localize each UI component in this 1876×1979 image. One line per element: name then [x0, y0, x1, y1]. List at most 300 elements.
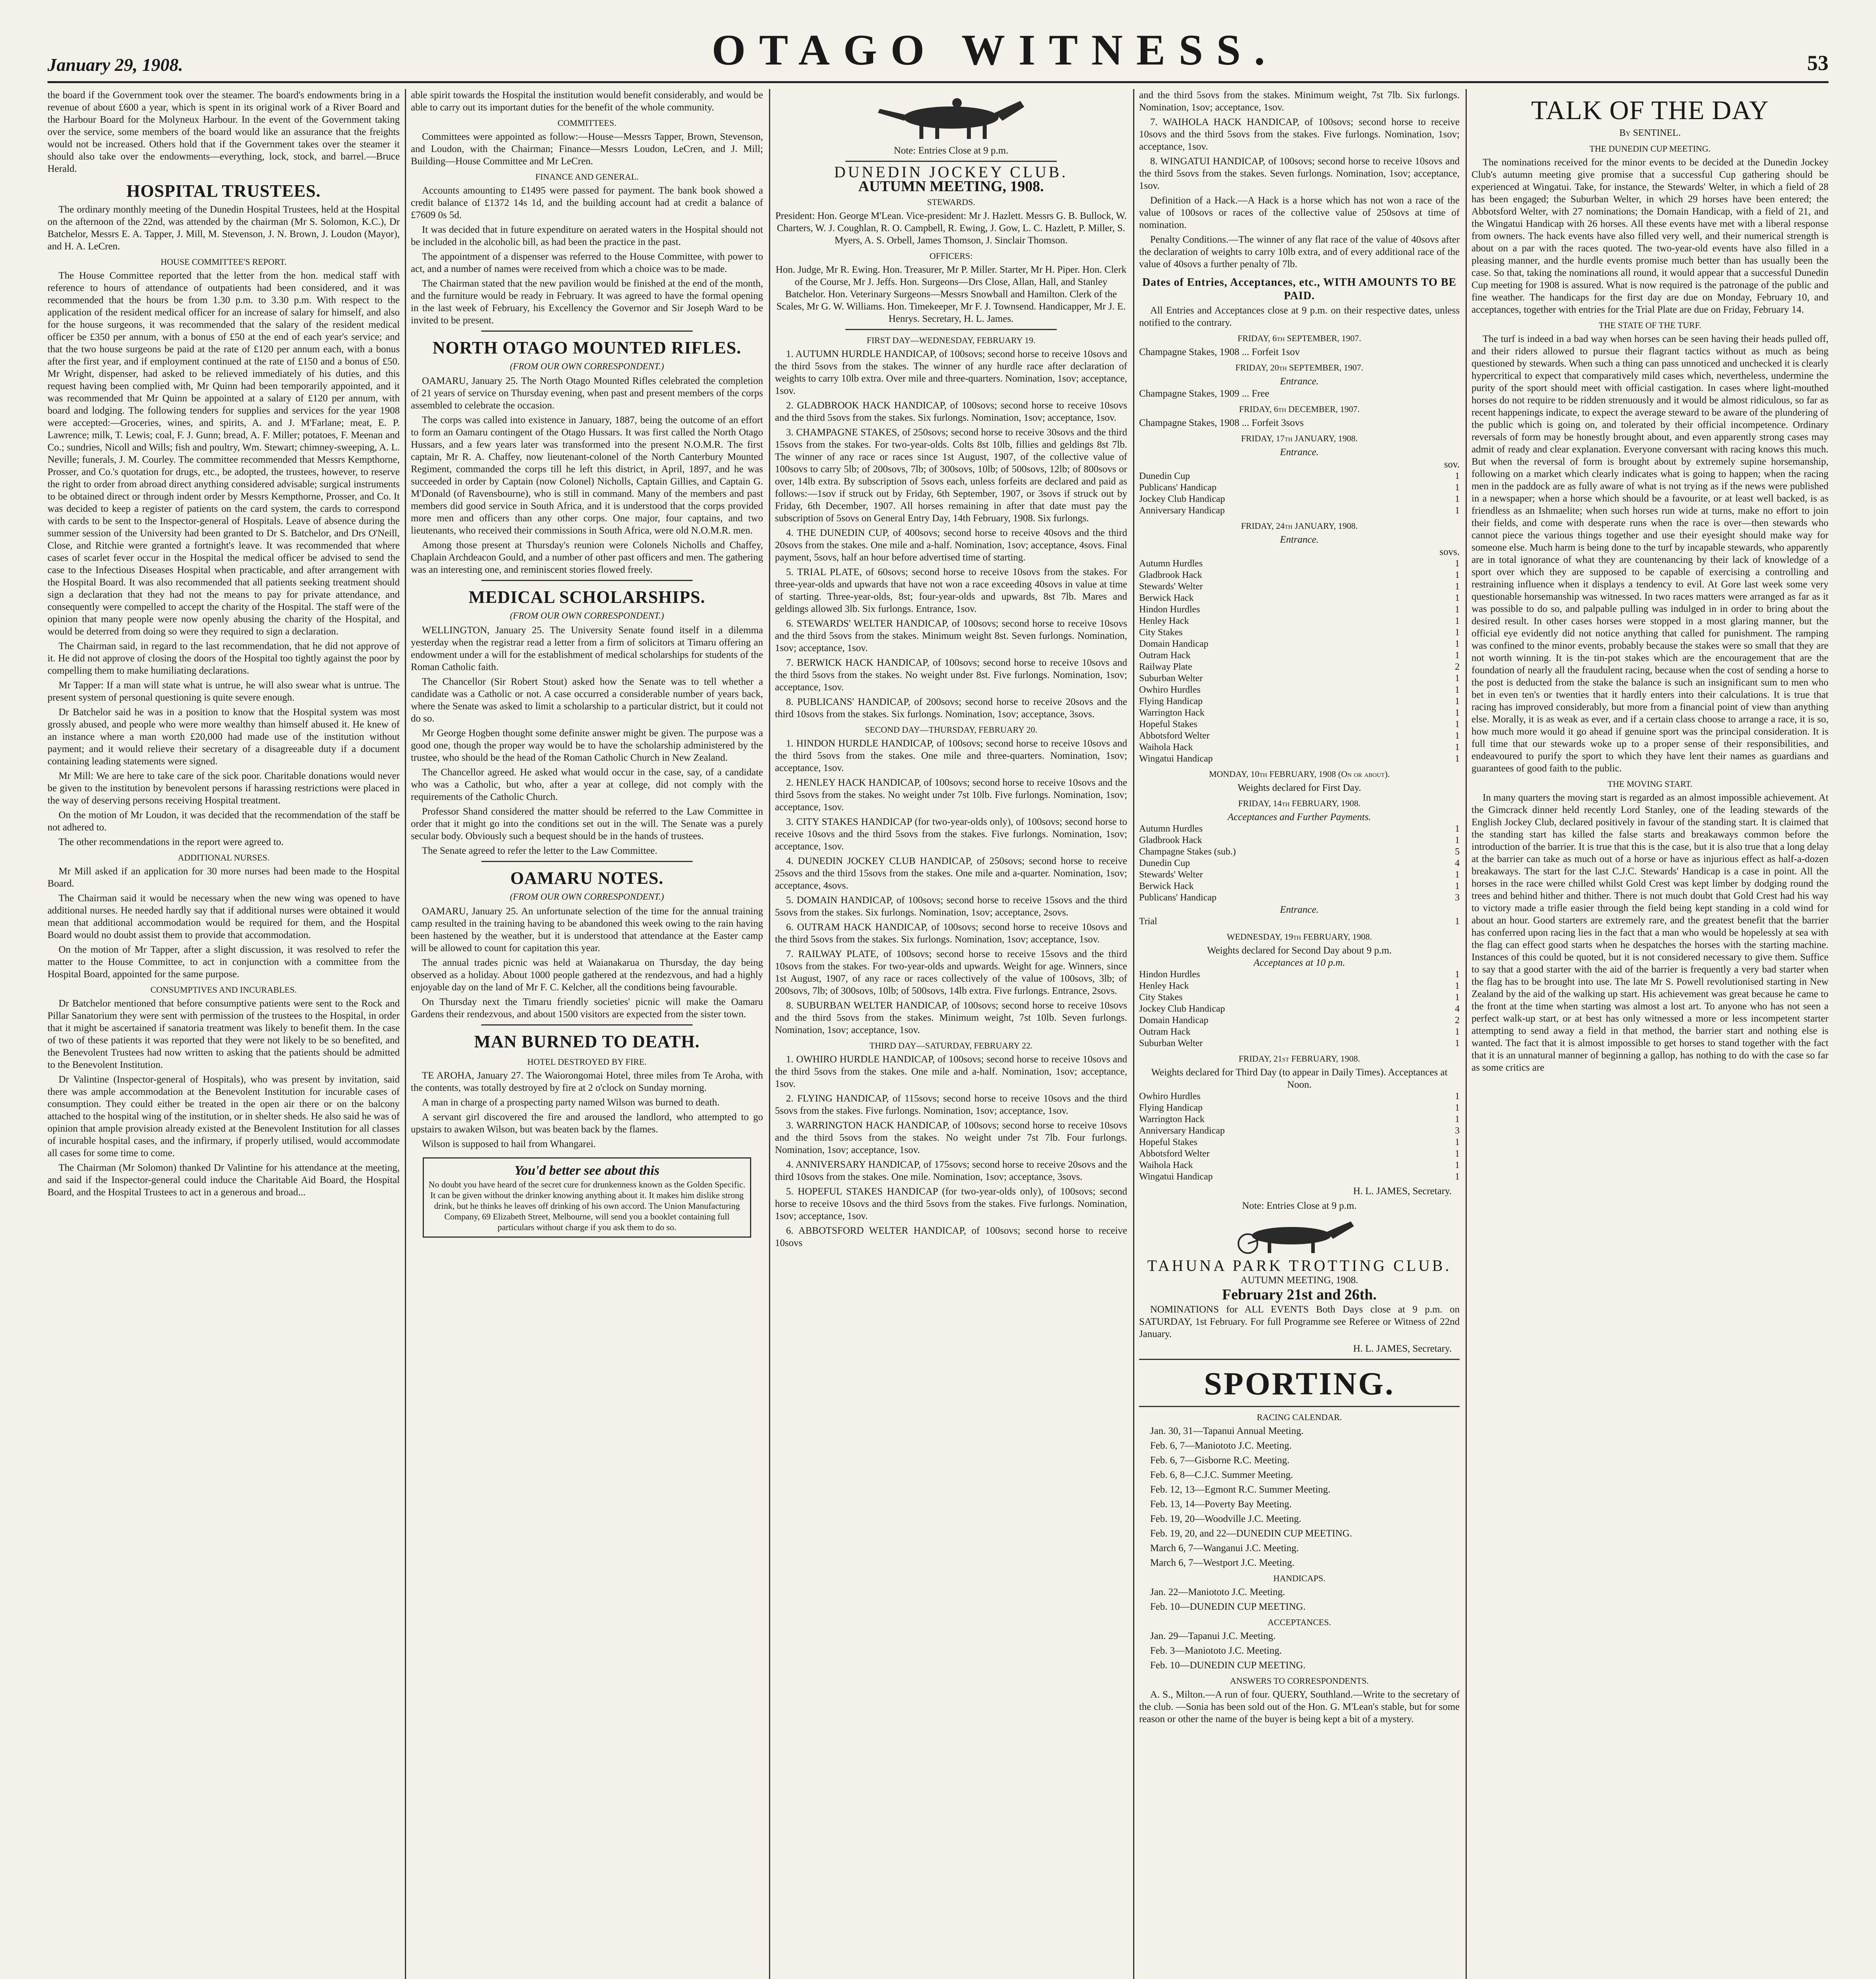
race-name: Wingatui Handicap	[1139, 1172, 1213, 1182]
race-item: 7. WAIHOLA HACK HANDICAP, of 100sovs; second horse to receive 10sovs and the third 5sovs from the stakes. Five furlongs. Nomination, 1sov; acceptance, 1sov.	[1139, 117, 1460, 152]
entry-row	[1139, 615, 1460, 627]
column-divider	[1466, 89, 1467, 1979]
fee: 1	[1455, 1091, 1460, 1102]
calendar-entry: Feb. 6, 7—Maniototo J.C. Meeting.	[1150, 1440, 1292, 1451]
race-name: Hopeful Stakes	[1139, 1137, 1198, 1147]
article-text: The other recommendations in the report were agreed to.	[59, 837, 284, 847]
entry-row	[1139, 581, 1460, 593]
date-heading: FRIDAY, 20th SEPTEMBER, 1907.	[1235, 363, 1363, 372]
fee-unit: sov.	[1444, 459, 1460, 470]
subheading: THE DUNEDIN CUP MEETING.	[1589, 144, 1711, 154]
article-text: WELLINGTON, January 25. The University Senate found itself in a dilemma yesterday when the registrar read a letter from a firm of solicitors at Timaru offering an endowment under a will for the establishment of medical scholarships for students of the Roman Catholic faith.	[411, 625, 763, 672]
entry-row	[1139, 1148, 1460, 1160]
page-number: 53	[1807, 51, 1829, 75]
article-text: The Chairman stated that the new pavilion would be finished at the end of the month, and the furniture would be ready in February. It was agreed to have the formal opening in the last week of February, his Excellency the Governor and Sir Joseph Ward to be invited to be present.	[411, 278, 763, 326]
entry-row	[1139, 869, 1460, 881]
race-day-heading: THIRD DAY—SATURDAY, FEBRUARY 22.	[869, 1041, 1033, 1050]
entry-row	[1139, 835, 1460, 846]
race-item: 4. ANNIVERSARY HANDICAP, of 175sovs; second horse to receive 20sovs and the third 10sovs from the stakes. One mile. Nomination, 1sov; acceptance, 3sovs.	[775, 1159, 1127, 1182]
fee: 1	[1455, 1038, 1460, 1048]
article-text: The corps was called into existence in January, 1887, being the outcome of an effort to form an Oamaru contingent of the Otago Hussars. It was first called the North Otago Hussars, and a few years later was transformed into the present N.O.M.R. The first captain, Mr R. A. Chaffey, now lieutenant-colonel of the North Canterbury Mounted Regiment, commanded the corps till he left this district, in April, 1897, and he was succeeded in order by Captain (now Colonel) Nicholls, Captain Gillies, and Captain G. M'Donald (of Ravensbourne), who is still in command. Many of the members and past members did good service in South Africa, and it is understood that the corps provided more men and officers than any other corps. One major, four captains, and two lieutenants, who received their commissions in South Africa, were old N.O.M.R. men.	[411, 415, 763, 536]
article-text: The House Committee reported that the letter from the hon. medical staff with reference to hours of attendance of outpatients had been considered, and it was recommended that the hours be from 1.30 p.m. to 3.30 p.m. With respect to the application of the resident medical officer for an increase of salary for himself, and also for the house surgeons, it was recommended that the salary of the resident medical officer be £350 per annum, with a bonus of £50 at the end of each year's service; and that the two house surgeons be paid at the rate of £120 per annum each, with a bonus after the first year, and if employment continued at the rate of £150 and a bonus of £50. Mr Wright, dispenser, had asked to be relieved immediately of his duties, and this request having been complied with, Mr Quinn had been temporarily appointed, and it was recommended that Mr Quinn be appointed at a salary of £120 per annum, with board and lodging. The following tenders for supplies and services for the year 1908 were accepted:—Groceries, wines, and spirits, A. and J. M'Farlane; meat, E. P. Lawrence; milk, T. Lewis; coal, F. J. Gunn; bread, A. F. Miller; potatoes, F. Meenan and Co.; sundries, Nicoll and Wills; fish and poultry, Wm. Stewart; chimney-sweeping, A. L. Neville; funerals, J. M. Courley. The committee recommended that Messrs Kempthorne, Prosser, and Co.'s quotation for drugs, etc., be adopted, the trustees, however, to reserve the right to order from abroad direct anything considered advisable; surgical instruments to be obtained direct or through indent order by Messrs Kempthorne, Prosser, and Co. It was decided to keep a register of patients on the card system, the cards to correspond with cards to be sent to the Inspector-general of Hospitals. Leave of absence during the summer session of the University had been granted to Dr S. Batchelor, and Drs O'Neill, Close, and Ritchie were granted a fortnight's leave. It was recommended that where cases of scarlet fever occur in the Hospital the medical officer be advised to send the case to the Infectious Diseases Hospital when practicable, and after arrangement with the Hospital Board. It was also recommended that all patients seeking treatment should sign a declaration that they had not the means to pay for private attendance, and consequently were compelled to accept the charity of the Hospital. The staff were of the opinion that many people were now openly abusing the charity of the Hospital, and would be deterred from doing so were they required to sign a declaration.	[47, 270, 400, 637]
race-name: Autumn Hurdles	[1139, 824, 1203, 834]
section-rule	[845, 329, 1057, 330]
article-text: The nominations received for the minor events to be decided at the Dunedin Jockey Club's autumn meeting give promise that a successful Cup gathering should be experienced at Wingatui. Take, for instance, the Stewards' Welter, in which a field of 28 has been engaged; the Suburban Welter, in which 29 horses have been entered; the Abbotsford Welter, with 27 nominations; the Domain Handicap, with a field of 21, and the Wingatui Handicap with 26 horses. All these events have met with a liberal response from owners. The hack events have also filled very well, and their numerical strength is about on a par with the races quoted. The two-year-old events have also filled in a pleasing manner, and the hurdle events promise much better than has usually been the case. So that, taking the nominations all round, it would appear that a successful Dunedin Cup meeting for 1908 is assured. What is now required is the patronage of the public and fine weather. The handicaps for the first day are due on Monday, February 10, and acceptances, together with entries for the Trial Plate are due on Friday, February 14.	[1472, 157, 1829, 315]
entrance-label: Entrance.	[1280, 376, 1319, 387]
article-heading: MEDICAL SCHOLARSHIPS.	[468, 587, 705, 607]
race-name: Suburban Welter	[1139, 1038, 1203, 1048]
race-name: Abbotsford Welter	[1139, 731, 1210, 741]
fee: 1	[1455, 482, 1460, 493]
fee: 2	[1455, 662, 1460, 672]
acceptances-label: Acceptances at 10 p.m.	[1253, 957, 1345, 968]
article-heading: OAMARU NOTES.	[510, 868, 664, 888]
masthead-rule	[47, 81, 1829, 83]
race-list	[775, 348, 1127, 720]
dates-intro: All Entries and Acceptances close at 9 p.m. on their respective dates, unless notified to the contrary.	[1139, 305, 1460, 328]
fee: 1	[1455, 558, 1460, 569]
entry-row	[1139, 1160, 1460, 1171]
column-3	[775, 89, 1127, 1979]
entry-row	[1139, 881, 1460, 892]
fee: 3	[1455, 893, 1460, 903]
entry-row	[1139, 1038, 1460, 1049]
entries-table	[1139, 823, 1460, 904]
race-name: City Stakes	[1139, 627, 1183, 638]
race-name: Autumn Hurdles	[1139, 558, 1203, 569]
race-item: 2. FLYING HANDICAP, of 115sovs; second horse to receive 10sovs and the third 5sovs from the stakes. Five furlongs. Nomination, 1sov; acceptance, 1sov.	[775, 1093, 1127, 1116]
subheading: ACCEPTANCES.	[1267, 1617, 1331, 1627]
race-name: Gladbrook Hack	[1139, 570, 1202, 580]
answers-text: A. S., Milton.—A run of four. QUERY, Southland.—Write to the secretary of the club. —Sonia has been sold out of the Hon. G. M'Lean's stable, but for some reason or other the name of the buyer is being kept a bit of a mystery.	[1139, 1689, 1460, 1725]
acceptances-list	[1139, 1630, 1460, 1671]
fee-unit: sovs.	[1439, 547, 1460, 557]
article-text: Dr Valintine (Inspector-general of Hospitals), who was present by invitation, said there was ample accommodation at the Benevolent Institution for incurable cases of consumption. They could either be treated in the open air there or on the balcony attached to the hospital wing of the institution, or in shelter sheds. He also said he was of opinion that ample provision already existed at the Benevolent Institution for all classes of incurable hospital cases, and the infirmary, if properly utilised, would accommodate all cases for some time to come.	[47, 1074, 400, 1159]
race-item: 7. RAILWAY PLATE, of 100sovs; second horse to receive 15sovs and the third 10sovs from the stakes. For two-year-olds and upwards. Weight for age. Winners, since 1st August, 1907, of any race or races collectively of the value of 100sovs, 3lb; of 200sovs, 7lb; of 300sovs, 10lb; of 500sovs, 14lb extra. Five furlongs. Entrance, 2sovs.	[775, 949, 1127, 996]
race-name: Waihola Hack	[1139, 1160, 1193, 1170]
race-item: 6. OUTRAM HACK HANDICAP, of 100sovs; second horse to receive 10sovs and the third 5sovs from the stakes. Six furlongs. Nomination, 1sov; acceptance, 1sov.	[775, 922, 1127, 945]
calendar-entry: Feb. 19, 20—Woodville J.C. Meeting.	[1150, 1514, 1301, 1524]
race-item: 4. DUNEDIN JOCKEY CLUB HANDICAP, of 250sovs; second horse to receive 25sovs and the third 15sovs from the stakes. One mile and a-quarter. Nomination, 1sov; acceptance, 4sovs.	[775, 856, 1127, 891]
article-text: Dr Batchelor mentioned that before consumptive patients were sent to the Rock and Pillar Sanatorium they were sent with permission of the trustees to the Hospital, in order that it might be ascertained if sanatoria treatment was likely to benefit them. In the case of two of these patients it was reported that they were not likely to be so benefited, and the Benevolent Trustees had now written to asking that the patients should be admitted to the Benevolent Institution.	[47, 998, 400, 1070]
race-list	[775, 737, 1127, 1036]
fee: 5	[1455, 847, 1460, 857]
article-text: Dr Batchelor said he was in a position to know that the Hospital system was most grossly abused, and people who were more wealthy than himself abused it. He knew of an instance where a man worth £20,000 had made use of the institution without payment; and it would relieve their secretary of a disagreeable duty if a document containing leading statements were signed.	[47, 707, 400, 767]
article-text: Committees were appointed as follow:—House—Messrs Tapper, Brown, Stevenson, and Loudon, with the Chairman; Finance—Messrs Loudon, LeCren, and J. Mill; Building—House Committee and Mr LeCren.	[411, 131, 763, 167]
race-name: City Stakes	[1139, 992, 1183, 1003]
article-text: On the motion of Mr Tapper, after a slight discussion, it was resolved to refer the matter to the House Committee, to act in conjunction with a committee from the Hospital Board, appointed for the same purpose.	[47, 944, 400, 980]
article-text: Mr Mill: We are here to take care of the sick poor. Charitable donations would never be given to the institution by benevolent persons if harassing restrictions were placed in the way of deserving persons receiving Hospital treatment.	[47, 771, 400, 806]
fee: 1	[1455, 650, 1460, 661]
meeting-title: AUTUMN MEETING, 1908.	[858, 178, 1044, 195]
date-heading: FRIDAY, 17th JANUARY, 1908.	[1241, 433, 1358, 443]
entry-row	[1139, 684, 1460, 696]
subheading: HOTEL DESTROYED BY FIRE.	[527, 1057, 647, 1067]
column-divider	[405, 89, 406, 1979]
race-name: Suburban Welter	[1139, 673, 1203, 684]
calendar-entry: Jan. 22—Maniototo J.C. Meeting.	[1150, 1587, 1285, 1597]
calendar-entry: Jan. 30, 31—Tapanui Annual Meeting.	[1150, 1426, 1304, 1436]
entry-row	[1139, 707, 1460, 719]
race-name: Owhiro Hurdles	[1139, 1091, 1201, 1102]
section-rule	[481, 1024, 693, 1026]
calendar-entry: Feb. 10—DUNEDIN CUP MEETING.	[1150, 1660, 1306, 1671]
race-item: 3. CHAMPAGNE STAKES, of 250sovs; second horse to receive 30sovs and the third 15sovs from the stakes. For two-year-olds. Colts 8st 10lb, fillies and geldings 8st 7lb. The winner of any race or races since 1st August, 1907, of the collective value of 100sovs to carry 5lb; of 200sovs, 7lb; of 300sovs, 10lb; of 500sovs, 12lb; of 800sovs or over, 14lb extra. By subscription of 5sovs each, unless forfeits are declared and paid as follows:—1sov if struck out by Friday, 6th September, 1907, or 3sovs if struck out by Friday, 6th December, 1907. All horses remaining in after that date must pay the subscription of 5sovs on General Entry Day, 14th February, 1908. Six furlongs.	[775, 427, 1127, 524]
entry-row	[1139, 1114, 1460, 1125]
section-rule	[1139, 1406, 1460, 1407]
race-item: 1. AUTUMN HURDLE HANDICAP, of 100sovs; second horse to receive 10sovs and the third 5sovs from the stakes. The winner of any hurdle race after declaration of weights to carry 10lb extra. Over mile and three-quarters. Nomination, 1sov; acceptance, 1sov.	[775, 349, 1127, 396]
fee: 1	[1455, 494, 1460, 504]
article-text: Among those present at Thursday's reunion were Colonels Nicholls and Chaffey, Chaplain Archdeacon Gould, and a number of other past officers and men. The gathering was an interesting one, and reminiscent stories flowed freely.	[411, 540, 763, 575]
article-text: A man in charge of a prospecting party named Wilson was burned to death.	[422, 1097, 720, 1108]
subheading: STEWARDS.	[927, 197, 975, 207]
article-text: The Chancellor (Sir Robert Stout) asked how the Senate was to tell whether a candidate was a Catholic or not. A case occurred a considerable number of years back, where the Senate was asked to limit a scholarship to a particular district, but it could not do so.	[411, 676, 763, 724]
race-name: Railway Plate	[1139, 662, 1192, 672]
entry-row	[1139, 858, 1460, 869]
newspaper-title: OTAGO WITNESS.	[712, 26, 1279, 74]
race-list	[775, 1053, 1127, 1249]
entries-table	[1139, 558, 1460, 765]
entrance-label: Entrance.	[1280, 447, 1319, 458]
fee: 1	[1455, 916, 1460, 927]
race-name: Warrington Hack	[1139, 1114, 1205, 1124]
subheading: ANSWERS TO CORRESPONDENTS.	[1230, 1676, 1369, 1686]
subheading: ADDITIONAL NURSES.	[178, 853, 270, 862]
entry-row	[1139, 673, 1460, 684]
racing-calendar	[1139, 1425, 1460, 1569]
column-2	[411, 89, 763, 1979]
calendar-entry: Feb. 6, 8—C.J.C. Summer Meeting.	[1150, 1470, 1293, 1480]
race-name: Hopeful Stakes	[1139, 719, 1198, 729]
entry-row	[1139, 1015, 1460, 1026]
issue-date: January 29, 1908.	[47, 55, 183, 75]
entry-row	[1139, 604, 1460, 615]
race-name: Stewards' Welter	[1139, 581, 1203, 592]
race-name: Outram Hack	[1139, 650, 1191, 661]
byline: (FROM OUR OWN CORRESPONDENT.)	[510, 892, 664, 902]
fee: 1	[1455, 570, 1460, 580]
article-text: The annual trades picnic was held at Waianakarua on Thursday, the day being observed as a holiday. About 1000 people gathered at the rendezvous, and had a highly enjoyable day on the land of Mr F. C. Kelcher, all the conditions being favourable.	[411, 957, 763, 993]
article-text: able spirit towards the Hospital the institution would benefit considerably, and would be able to carry out its important duties for the benefit of the whole community.	[411, 90, 763, 113]
entry-row	[1139, 846, 1460, 858]
fee: 1	[1455, 969, 1460, 980]
section-rule	[481, 861, 693, 862]
article-text: In many quarters the moving start is regarded as an almost impossible achievement. At the Gimcrack dinner held recently Lord Stanley, one of the leading stewards of the English Jockey Club, declared positively in favour of the standing start. It is claimed that the standing start has killed the false starts and breakaways common before the introduction of the barrier. It is true that this is the case, but it is also true that a long delay at the barrier can take as much out of a horse or have as injurious effect as half-a-dozen breakaways. The start for the last C.J.C. Stewards' Handicap is a case in point. All the horses in the race were chilled whilst Gold Crest was kept limber by dodging round the trees and behind hither and thither. There is not much doubt that Gold Crest had his way to victory made a trifle easier through the field being kept standing in a cold wind for about an hour. Good starters are extremely rare, and the greatest benefit that the barrier has conferred upon racing lies in the fact that a man who would be hopelessly at sea with the flag can effect good starts when he despatches the horses with the starting machine. Instances of this could be quoted, but it is not considered necessary to give them. Suffice to say that a good starter with the aid of the barrier is frequently a very bad starter when the flag has to be brought into use. The late Mr S. Powell revolutionised starting in New Zealand by the aid of the walking up start. His achievement was great because he came to the front at the time when starting was almost a lost art. To anyone who has not seen a perfect walk-up start, or at best has only witnessed a more or less incompetent starter attempting to send away a field in that method, the barrier start and nothing else is wanted. The fact that it is almost impossible to get horses to stand together with the fact that it is an unnatural manner of beginning a gallop, has nothing to do with the case so far as some critics are	[1472, 792, 1829, 1073]
race-item: 8. PUBLICANS' HANDICAP, of 200sovs; second horse to receive 20sovs and the third 10sovs from the stakes. Six furlongs. Nomination, 1sov; acceptance, 3sovs.	[775, 697, 1127, 720]
race-name: Jockey Club Handicap	[1139, 494, 1225, 504]
column-divider	[1133, 89, 1134, 1979]
payment-line: Champagne Stakes, 1909 ... Free	[1139, 388, 1270, 399]
article-text: The turf is indeed in a bad way when horses can be seen having their heads pulled off, and their riders allowed to pursue their flagrant tactics without as much as being questioned by stewards. When such a thing can pass unnoticed and unchecked it is clearly hypercritical to expect that comparatively mild cases which, nevertheless, undermine the purity of the sport should meet with official castigation. In cases where light-mouthed horses do not require to be ridden strenuously and it would be almost ridiculous, so far as recent happenings indicate, to expect the average steward to be aware of the plundering of the public which is going on, and tolerated by their official incompetence. Ordinary reversals of form may be honestly brought about, and even apparently strong cases may admit of ready and clear explanation. Everyone conversant with racing knows this much. But when the reversal of form is brought about by extremely supine horsemanship, following on a market which clearly indicates what is going to happen; when the racing men in the paddock are as fully aware of what is not trying as if the news were published in a newspaper; when a horse which should be a favourite, or at least well backed, is as friendless as an Ishmaelite; when such horses run wide at turns, make no effort to join their fields, and come with desperate runs when the race is over—then stewards who cannot piece the various things together and use their eyesight should make way for someone else. Much harm is being done to the turf by incapable stewards, who apparently are in total ignorance of what they are countenancing by their lack of knowledge of a sport over which they are supposed to be capable of exercising a controlling and restraining influence when it displays a tendency to evil. At Gore last week some very questionable horsemanship was witnessed. In two races matters were arranged as far as it was possible to do so, and palpable pulling was indulged in in order to bring about the desired result. In other cases horses were stopped in a most glaring manner, but the official eye evidently did not notice anything that called for punishment. The ramping was confined to the minor events, probably because the stakes were so small that they are not worth winning. It is the tin-pot stakes which are the encouragement that are the foundation of nearly all the fraudulent racing, because when the cost of sending a horse to the post is deducted from the stake the balance is such an insignificant sum to men who bet in even ten's or twenties that it hardly enters into their calculations. It is true that racing has improved considerably, but more from a financial point of view than anything else. Morally, it is as weak as ever, and if a certain class choose to arrange a race, it is so, how much more would it go ahead if genuine sport was the principal consideration. It is full time that our stewards woke up to a proper sense of their responsibilities, and endeavoured to purify the sport to which they have lent their names as guardians and guarantees of good faith to the public.	[1472, 334, 1829, 774]
calendar-entry: Feb. 10—DUNEDIN CUP MEETING.	[1150, 1601, 1306, 1612]
race-item: 5. TRIAL PLATE, of 60sovs; second horse to receive 10sovs from the stakes. For three-year-olds and upwards that have not won a race exceeding 40sovs in value at time of starting. Three-year-olds, 8st; four-year-olds and upwards, 8st 7lb. Mares and geldings allowed 3lb. Six furlongs. Entrance, 1sov.	[775, 567, 1127, 614]
entry-row	[1139, 742, 1460, 753]
entry-row	[1139, 969, 1460, 980]
race-name: Champagne Stakes (sub.)	[1139, 847, 1236, 857]
entry-row	[1139, 558, 1460, 570]
entry-row	[1139, 627, 1460, 638]
fee: 4	[1455, 1004, 1460, 1014]
penalty-conditions: Penalty Conditions.—The winner of any flat race of the value of 40sovs after the declaration of weights to carry 10lb extra, and of every additional race of the value of 40sovs a further penalty of 7lb.	[1139, 234, 1460, 270]
race-name: Dunedin Cup	[1139, 858, 1190, 868]
secretary-signature: H. L. JAMES, Secretary.	[1353, 1186, 1452, 1197]
race-name: Hindon Hurdles	[1139, 969, 1200, 980]
race-item: 8. WINGATUI HANDICAP, of 100sovs; second horse to receive 10sovs and the third 5sovs from the stakes. Seven furlongs. Nomination, 1sov; acceptance, 1sov.	[1139, 156, 1460, 191]
fee: 1	[1455, 708, 1460, 718]
article-text: TE AROHA, January 27. The Waiorongomai Hotel, three miles from Te Aroha, with the contents, was totally destroyed by fire at 2 o'clock on Sunday morning.	[411, 1070, 763, 1093]
entries-note: Note: Entries Close at 9 p.m.	[1242, 1200, 1357, 1211]
payment-line: Champagne Stakes, 1908 ... Forfeit 3sovs	[1139, 418, 1304, 428]
entry-row	[1139, 730, 1460, 742]
fee: 1	[1455, 992, 1460, 1003]
subheading: FINANCE AND GENERAL.	[535, 172, 639, 182]
article-text: Accounts amounting to £1495 were passed for payment. The bank book showed a credit balance of £1372 14s 1d, and the building account had at credit a balance of £7609 0s 5d.	[411, 185, 763, 220]
race-continuation: and the third 5sovs from the stakes. Minimum weight, 7st 7lb. Six furlongs. Nomination, 1sov; acceptance, 1sov.	[1139, 90, 1460, 113]
fee: 1	[1455, 881, 1460, 891]
fee: 4	[1455, 858, 1460, 868]
race-name: Domain Handicap	[1139, 1015, 1209, 1026]
advertisement-box	[423, 1157, 751, 1238]
subheading: RACING CALENDAR.	[1257, 1412, 1342, 1422]
race-item: 4. THE DUNEDIN CUP, of 400sovs; second horse to receive 40sovs and the third 20sovs from the stakes. One mile and a-half. Nomination, 1sov; acceptance, 4sovs. Final payment, 5sovs, half an hour before advertised time of starting.	[775, 528, 1127, 563]
entry-row	[1139, 1102, 1460, 1114]
race-name: Dunedin Cup	[1139, 471, 1190, 481]
fee: 1	[1455, 604, 1460, 615]
weights-note: Weights declared for Second Day about 9 p.m.	[1207, 945, 1392, 956]
article-text: OAMARU, January 25. The North Otago Mounted Rifles celebrated the completion of 21 years of service on Thursday evening, when past and present members of the corps assembled to celebrate the occasion.	[411, 376, 763, 411]
fee: 1	[1455, 731, 1460, 741]
article-text: The Senate agreed to refer the letter to the Law Committee.	[422, 845, 657, 856]
entry-row	[1139, 471, 1460, 482]
trotting-horse-icon	[1224, 1216, 1375, 1255]
entry-row	[1139, 892, 1460, 904]
calendar-entry: Feb. 19, 20, and 22—DUNEDIN CUP MEETING.	[1150, 1528, 1352, 1539]
calendar-entry: March 6, 7—Westport J.C. Meeting.	[1150, 1557, 1295, 1568]
calendar-entry: Feb. 3—Maniototo J.C. Meeting.	[1150, 1645, 1282, 1656]
race-item: 2. GLADBROOK HACK HANDICAP, of 100sovs; second horse to receive 10sovs and the third 5sovs from the stakes. Six furlongs. Nomination, 1sov; acceptance, 1sov.	[775, 400, 1127, 423]
fee: 1	[1455, 471, 1460, 481]
entry-row	[1139, 593, 1460, 604]
subheading: THE STATE OF THE TURF.	[1599, 320, 1701, 330]
entry-row	[1139, 661, 1460, 673]
race-name: Wingatui Handicap	[1139, 754, 1213, 764]
race-item: 6. STEWARDS' WELTER HANDICAP, of 100sovs; second horse to receive 10sovs and the third 5sovs from the stakes. Minimum weight 8st. Seven furlongs. Nomination, 1sov; acceptance, 1sov.	[775, 618, 1127, 653]
calendar-entry: March 6, 7—Wanganui J.C. Meeting.	[1150, 1543, 1299, 1554]
article-text: Professor Shand considered the matter should be referred to the Law Committee in order that it might go into the conditions set out in the will. The Senate was a purely secular body. Obviously such a bequest should be in the hands of trustees.	[411, 806, 763, 841]
fee: 1	[1455, 824, 1460, 834]
entry-row	[1139, 1171, 1460, 1183]
entry-row	[1139, 650, 1460, 661]
race-name: Henley Hack	[1139, 616, 1189, 626]
race-name: Publicans' Handicap	[1139, 482, 1217, 493]
fee: 2	[1455, 1015, 1460, 1026]
entries-table	[1139, 969, 1460, 1049]
subheading: HOUSE COMMITTEE'S REPORT.	[160, 257, 287, 267]
advertisement-text: No doubt you have heard of the secret cure for drunkenness known as the Golden Specific. It can be given without the drinker knowing anything about it. It makes him dislike strong drink, but he thinks he leaves off drinking of his own accord. The Union Manufacturing Company, 69 Elizabeth Street, Melbourne, will send you a booklet containing full particulars without charge if you ask them to do so.	[428, 1179, 746, 1232]
race-name: Domain Handicap	[1139, 639, 1209, 649]
article-text: Mr George Hogben thought some definite answer might be given. The purpose was a good one, though the proper way would be to have the scholarship administered by the trustee, who should be the head of the Roman Catholic Church in New Zealand.	[411, 728, 763, 763]
race-name: Publicans' Handicap	[1139, 893, 1217, 903]
entry-row	[1139, 570, 1460, 581]
date-heading: FRIDAY, 6th SEPTEMBER, 1907.	[1237, 333, 1361, 343]
masthead	[47, 16, 1829, 75]
date-heading: FRIDAY, 6th DECEMBER, 1907.	[1239, 404, 1360, 414]
fee: 1	[1455, 1137, 1460, 1147]
subheading: CONSUMPTIVES AND INCURABLES.	[150, 985, 297, 995]
fee: 1	[1455, 639, 1460, 649]
race-name: Outram Hack	[1139, 1027, 1191, 1037]
race-name: Hindon Hurdles	[1139, 604, 1200, 615]
race-name: Henley Hack	[1139, 981, 1189, 991]
fee: 1	[1455, 1160, 1460, 1170]
article-text: The Chairman (Mr Solomon) thanked Dr Valintine for his attendance at the meeting, and said if the Inspector-general could induce the Charitable Aid Board, the Hospital Board, and the Hospital Trustees to act in a generous and broad...	[47, 1162, 400, 1198]
calendar-entry: Feb. 6, 7—Gisborne R.C. Meeting.	[1150, 1455, 1290, 1466]
byline: (FROM OUR OWN CORRESPONDENT.)	[510, 611, 664, 621]
entry-row	[1139, 505, 1460, 517]
byline: By SENTINEL.	[1619, 128, 1681, 138]
fee: 1	[1455, 627, 1460, 638]
entry-row	[1139, 1003, 1460, 1015]
secretary-signature: H. L. JAMES, Secretary.	[1353, 1343, 1452, 1354]
byline: (FROM OUR OWN CORRESPONDENT.)	[510, 361, 664, 371]
race-name: Anniversary Handicap	[1139, 1126, 1225, 1136]
article-text: The Chancellor agreed. He asked what would occur in the case, say, of a candidate who was a Catholic, but who, after a year at college, did not comply with the requirements of the Catholic Church.	[411, 767, 763, 802]
entry-row	[1139, 638, 1460, 650]
column-heading-talk-of-the-day: TALK OF THE DAY	[1531, 95, 1769, 125]
article-text: The Chairman said it would be necessary when the new wing was opened to have additional nurses. He needed hardly say that if additional nurses were obtained it would mean that additional accommodation would be required for them, and the Hospital Board would no doubt assist them to provide that accommodation.	[47, 893, 400, 940]
race-name: Warrington Hack	[1139, 708, 1205, 718]
entry-row	[1139, 753, 1460, 765]
entry-row	[1139, 980, 1460, 992]
date-heading: FRIDAY, 24th JANUARY, 1908.	[1241, 521, 1358, 531]
fee: 1	[1455, 742, 1460, 752]
section-rule	[481, 330, 693, 332]
race-name: Flying Handicap	[1139, 696, 1203, 707]
article-text: OAMARU, January 25. An unfortunate selection of the time for the annual training camp resulted in the training having to be abandoned this week owing to the rain having been hastened by the weather, but it is understood that attendance at the Easter camp will be allowed to count for capitation this year.	[411, 906, 763, 953]
entrance-label: Entrance.	[1280, 534, 1319, 545]
acceptances-label: Acceptances and Further Payments.	[1227, 812, 1371, 822]
article-text: Wilson is supposed to hail from Whangarei.	[422, 1139, 596, 1149]
fee: 1	[1455, 673, 1460, 684]
column-divider	[769, 89, 770, 1979]
fee: 1	[1455, 685, 1460, 695]
calendar-entry: Feb. 13, 14—Poverty Bay Meeting.	[1150, 1499, 1292, 1510]
fee: 1	[1455, 719, 1460, 729]
section-rule	[1139, 1359, 1460, 1360]
entry-row	[1139, 1137, 1460, 1148]
race-name: Waihola Hack	[1139, 742, 1193, 752]
stewards-list: President: Hon. George M'Lean. Vice-president: Mr J. Hazlett. Messrs G. B. Bullock, W. Charters, W. J. Coughlan, R. O. Campbell, R. Ewing, J. Gow, L. C. Hazlett, P. Miller, S. Myers, A. S. Orbell, James Thomson, J. Sinclair Thomson.	[775, 211, 1127, 246]
meeting-title: AUTUMN MEETING, 1908.	[1240, 1275, 1358, 1286]
fee: 1	[1455, 835, 1460, 845]
fee: 1	[1455, 1027, 1460, 1037]
section-heading-sporting: SPORTING.	[1204, 1366, 1395, 1402]
subheading: OFFICERS:	[929, 251, 973, 261]
race-name: Berwick Hack	[1139, 881, 1194, 891]
officers-list: Hon. Judge, Mr R. Ewing. Hon. Treasurer, Mr P. Miller. Starter, Mr H. Piper. Hon. Clerk of the Course, Mr J. Jeffs. Hon. Surgeons—Drs Close, Allan, Hall, and Stanley Batchelor. Hon. Veterinary Surgeons—Messrs Snowball and Hamilton. Clerk of the Scales, Mr G. W. Williams. Hon. Timekeeper, Mr F. J. Townsend. Handicapper, Mr J. E. Henrys. Secretary, H. L. James.	[775, 264, 1127, 324]
fee: 1	[1455, 505, 1460, 516]
article-text: It was decided that in future expenditure on aerated waters in the Hospital should not be included in the alcoholic bill, as had been the practice in the past.	[411, 224, 763, 247]
date-heading: FRIDAY, 21st FEBRUARY, 1908.	[1238, 1054, 1360, 1064]
date-heading: WEDNESDAY, 19th FEBRUARY, 1908.	[1227, 932, 1372, 942]
race-item: 7. BERWICK HACK HANDICAP, of 100sovs; second horse to receive 10sovs and the third 5sovs from the stakes. No weight under 8st. Five furlongs. Nomination, 1sov; acceptance, 1sov.	[775, 657, 1127, 693]
entry-row	[1139, 1026, 1460, 1038]
handicaps-list	[1139, 1586, 1460, 1613]
entries-table	[1139, 1091, 1460, 1183]
subheading: HANDICAPS.	[1273, 1573, 1325, 1583]
race-name: Flying Handicap	[1139, 1103, 1203, 1113]
article-text: A servant girl discovered the fire and aroused the landlord, who attempted to go upstairs to awaken Wilson, but was beaten back by the flames.	[411, 1112, 763, 1135]
race-name: Abbotsford Welter	[1139, 1149, 1210, 1159]
fee: 1	[1455, 1103, 1460, 1113]
fee: 1	[1455, 1149, 1460, 1159]
entry-row	[1139, 719, 1460, 730]
subheading: THE MOVING START.	[1607, 779, 1693, 789]
race-day-heading: FIRST DAY—WEDNESDAY, FEBRUARY 19.	[866, 335, 1036, 345]
calendar-entry: Feb. 12, 13—Egmont R.C. Summer Meeting.	[1150, 1484, 1331, 1495]
advertisement-title: You'd better see about this	[514, 1163, 660, 1178]
entry-row	[1139, 823, 1460, 835]
race-name: Jockey Club Handicap	[1139, 1004, 1225, 1014]
date-heading: MONDAY, 10th FEBRUARY, 1908 (On or about).	[1209, 769, 1390, 779]
column-5	[1472, 89, 1829, 1979]
weights-note: Weights declared for First Day.	[1237, 782, 1361, 793]
race-item: 8. SUBURBAN WELTER HANDICAP, of 100sovs; second horse to receive 10sovs and the third 5sovs from the stakes. Minimum weight, 7st 10lb. Seven furlongs. Nomination, 1sov; acceptance, 1sov.	[775, 1000, 1127, 1035]
fee: 1	[1455, 616, 1460, 626]
race-item: 5. HOPEFUL STAKES HANDICAP (for two-year-olds only), of 100sovs; second horse to receive 10sovs and the third 5sovs from the stakes. Five furlongs. Nomination, 1sov; acceptance, 1sov.	[775, 1186, 1127, 1221]
race-name: Stewards' Welter	[1139, 870, 1203, 880]
fee: 1	[1455, 696, 1460, 707]
entry-row	[1139, 494, 1460, 505]
dates-heading: Dates of Entries, Acceptances, etc., WITH AMOUNTS TO BE PAID.	[1142, 276, 1456, 302]
fee: 1	[1455, 754, 1460, 764]
section-rule	[481, 580, 693, 581]
entry-row	[1139, 482, 1460, 494]
fee: 1	[1455, 1114, 1460, 1124]
race-name: Owhiro Hurdles	[1139, 685, 1201, 695]
column-4	[1139, 89, 1460, 1979]
entrance-label: Entrance.	[1280, 904, 1319, 915]
race-name: Anniversary Handicap	[1139, 505, 1225, 516]
calendar-entry: Jan. 29—Tapanui J.C. Meeting.	[1150, 1631, 1276, 1641]
nominations-notice: NOMINATIONS for ALL EVENTS Both Days close at 9 p.m. on SATURDAY, 1st February. For full Programme see Referee or Witness of 22nd January.	[1139, 1304, 1460, 1339]
article-text: On Thursday next the Timaru friendly societies' picnic will make the Oamaru Gardens their rendezvous, and about 1500 visitors are expected from the sister town.	[411, 997, 763, 1020]
payment-line: Champagne Stakes, 1908 ... Forfeit 1sov	[1139, 347, 1300, 357]
race-item: 3. CITY STAKES HANDICAP (for two-year-olds only), of 100sovs; second horse to receive 10sovs and the third 5sovs from the stakes. Five furlongs. Nomination, 1sov; acceptance, 1sov.	[775, 817, 1127, 852]
article-heading-hospital-trustees: HOSPITAL TRUSTEES.	[126, 181, 321, 201]
article-text: Mr Mill asked if an application for 30 more nurses had been made to the Hospital Board.	[47, 866, 400, 889]
meeting-dates: February 21st and 26th.	[1222, 1286, 1377, 1303]
race-name: Gladbrook Hack	[1139, 835, 1202, 845]
entries-table	[1139, 916, 1460, 927]
article-text: the board if the Government took over the steamer. The board's endowments bring in a revenue of about £600 a year, which is spent in its original work of a River Board and the Harbour Board for the Molyneux Harbour. In the event of the Government taking over the service, some members of the board would like an assurance that the freights would not be increased. Others hold that if the Government takes over the steamer it should also take over the endowments—everything, lock, stock, and barrel.—Bruce Herald.	[47, 90, 400, 174]
race-item: 1. HINDON HURDLE HANDICAP, of 100sovs; second horse to receive 10sovs and the third 5sovs from the stakes. One mile and three-quarters. Nomination, 1sov; acceptance, 1sov.	[775, 738, 1127, 773]
article-text: The appointment of a dispenser was referred to the House Committee, with power to act, and a number of names were received from which a choice was to be made.	[411, 251, 763, 274]
entry-row	[1139, 992, 1460, 1003]
weights-note: Weights declared for Third Day (to appear in Daily Times). Acceptances at Noon.	[1151, 1067, 1448, 1090]
subheading: COMMITTEES.	[557, 118, 617, 128]
race-item: 1. OWHIRO HURDLE HANDICAP, of 100sovs; second horse to receive 10sovs and the third 5sovs from the stakes. One mile and a-half. Nomination, 1sov; acceptance, 1sov.	[775, 1054, 1127, 1089]
race-item: 5. DOMAIN HANDICAP, of 100sovs; second horse to receive 15sovs and the third 5sovs from the stakes. Six furlongs. Nomination, 1sov; acceptance, 2sovs.	[775, 895, 1127, 918]
article-heading: NORTH OTAGO MOUNTED RIFLES.	[432, 338, 742, 357]
hack-definition: Definition of a Hack.—A Hack is a horse which has not won a race of the value of 100sovs or races of the collective value of 250sovs at time of nomination.	[1139, 195, 1460, 230]
entry-row	[1139, 696, 1460, 707]
column-1	[47, 89, 400, 1979]
fee: 1	[1455, 1172, 1460, 1182]
race-item: 6. ABBOTSFORD WELTER HANDICAP, of 100sovs; second horse to receive 10sovs	[775, 1225, 1127, 1248]
race-name: Berwick Hack	[1139, 593, 1194, 603]
fee: 3	[1455, 1126, 1460, 1136]
